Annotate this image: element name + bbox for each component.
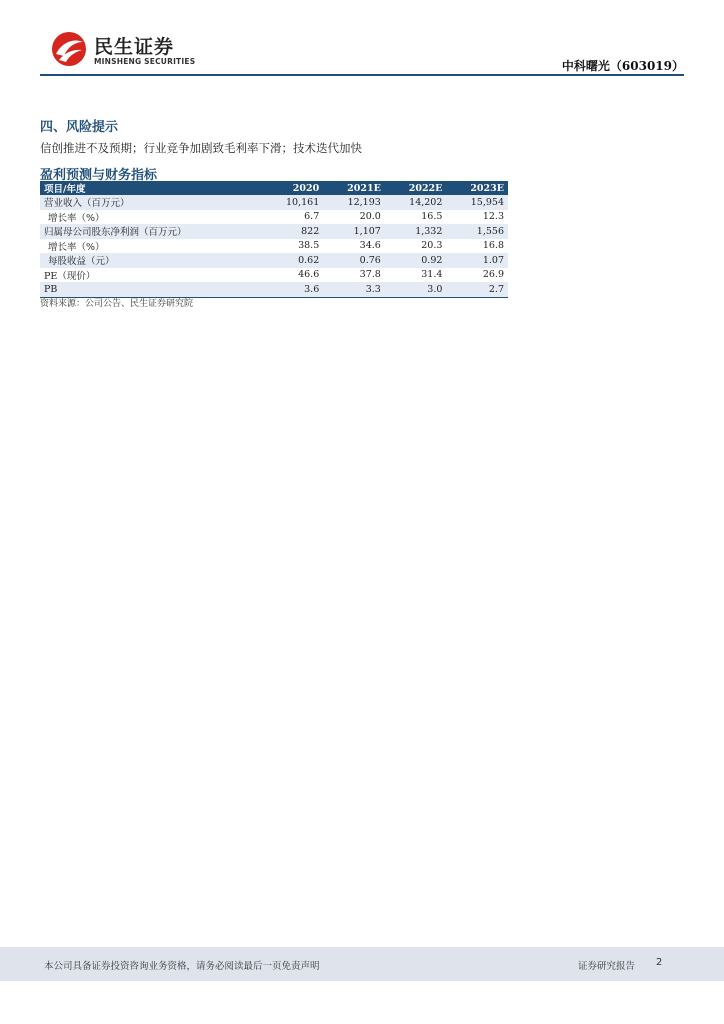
row-label: 营业收入（百万元） [44,198,130,210]
table-cell: 12,193 [347,196,381,208]
row-label: PB [44,283,58,295]
row-label: 增长率（%） [48,212,105,224]
table-cell: 1.07 [482,254,504,266]
table-row [40,282,508,297]
company-ticker: 中科曙光（603019） [561,59,684,73]
table-cell: 0.62 [298,254,320,266]
table-header-cell: 2020 [292,182,320,194]
risk-text: 信创推进不及预期；行业竞争加剧致毛利率下滑；技术迭代加快 [40,141,362,155]
table-row [40,210,508,225]
table-cell: 14,202 [409,196,443,208]
table-cell: 12.3 [482,211,504,223]
table-row [40,224,508,239]
table-cell: 20.3 [421,240,443,252]
table-header-cell: 2021E [347,182,381,194]
table-cell: 3.0 [427,283,443,295]
header-divider [40,74,684,76]
table-cell: 3.3 [365,283,381,295]
table-row [40,268,508,283]
table-cell: 3.6 [304,283,320,295]
table-cell: 15,954 [470,196,504,208]
table-cell: 16.8 [482,240,504,252]
table-cell: 0.76 [359,254,381,266]
footer-disclaimer: 本公司具备证券投资咨询业务资格，请务必阅读最后一页免责声明 [44,961,320,972]
table-cell: 37.8 [359,269,381,281]
table-source-note: 资料来源：公司公告、民生证券研究院 [40,299,194,309]
table-cell: 34.6 [359,240,381,252]
table-header-cell: 2023E [470,182,504,194]
row-label: 每股收益（元） [48,256,115,268]
table-row [40,195,508,210]
table-row [40,253,508,268]
table-cell: 0.92 [421,254,443,266]
table-cell: 1,107 [353,225,381,237]
table-cell: 10,161 [286,196,320,208]
logo-english-text: MINSHENG SECURITIES [94,57,196,66]
table-title: 盈利预测与财务指标 [40,168,158,183]
row-label: 增长率（%） [48,241,105,253]
financial-table-grid [40,181,508,297]
financial-table [40,181,508,298]
table-cell: 46.6 [298,269,320,281]
table-cell: 26.9 [482,269,504,281]
page-number: 2 [656,957,663,968]
table-header-cell: 项目/年度 [44,184,86,195]
table-header-row [40,181,508,195]
table-row [40,239,508,254]
minsheng-logo [50,30,200,74]
table-cell: 38.5 [298,240,320,252]
footer-doc-type: 证券研究报告 [578,961,636,972]
table-cell: 2.7 [488,283,504,295]
logo-chinese-text: 民生证券 [94,36,175,58]
row-label: 归属母公司股东净利润（百万元） [44,227,187,239]
minsheng-logo-icon [50,30,88,68]
table-cell: 1,332 [415,225,443,237]
table-cell: 1,556 [476,225,504,237]
table-header-cell: 2022E [408,182,443,194]
table-cell: 31.4 [421,269,443,281]
page-header [0,0,724,80]
page-footer [0,947,724,981]
row-label: PE（现价） [44,270,96,282]
risk-section-title: 四、风险提示 [40,120,119,135]
table-cell: 6.7 [304,211,320,223]
table-cell: 20.0 [359,211,381,223]
table-cell: 16.5 [421,211,443,223]
table-cell: 822 [301,225,320,237]
